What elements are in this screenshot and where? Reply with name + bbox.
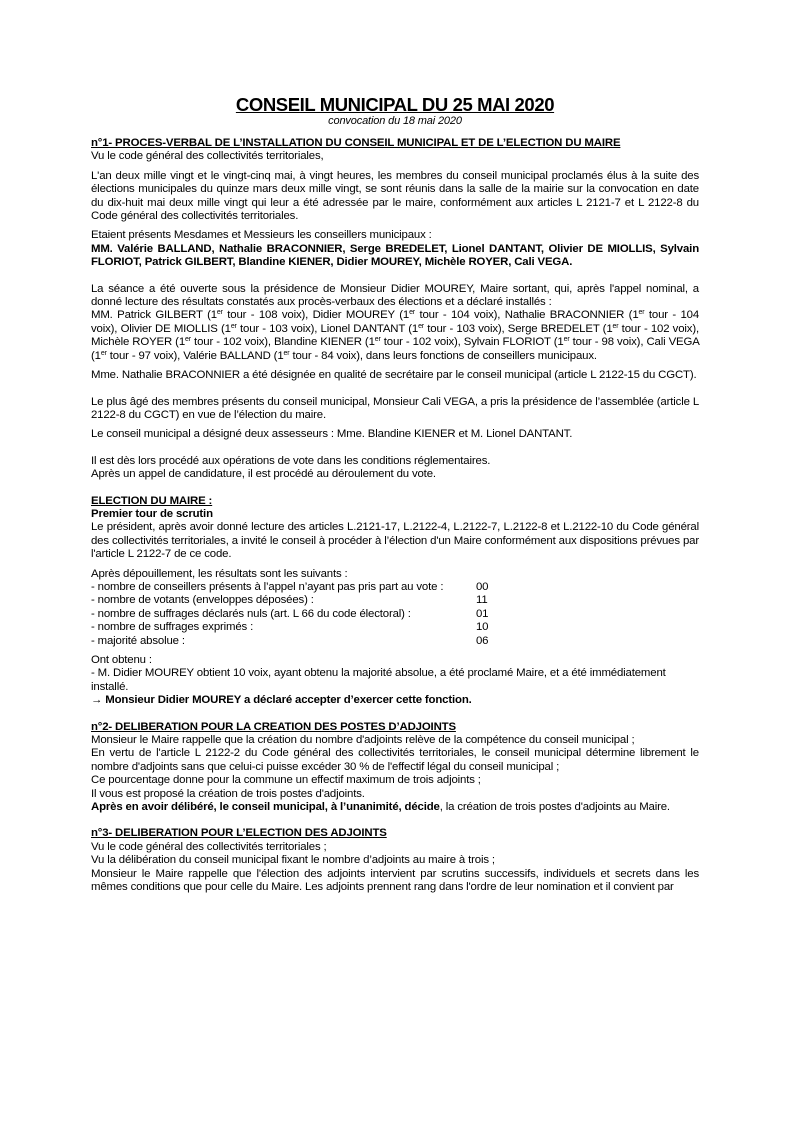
s1-vote-1: Il est dès lors procédé aux opérations de vote dans les conditions réglementaires. [91, 454, 491, 467]
installed-member-votes: tour - 103 voix), [236, 322, 321, 335]
result-value: 01 [476, 607, 489, 620]
s1-installes-list [91, 309, 699, 363]
result-label: - majorité absolue : [91, 634, 185, 647]
page-subtitle: convocation du 18 mai 2020 [328, 115, 462, 127]
page-title: CONSEIL MUNICIPAL DU 25 MAI 2020 [235, 94, 555, 115]
installed-member-votes: tour - 103 voix), [424, 322, 508, 335]
installed-member [274, 336, 464, 348]
installed-member-name: Lionel DANTANT [320, 322, 405, 335]
installed-member-tour-sup: er [185, 336, 191, 344]
installed-member-tour: (1 [270, 349, 284, 362]
installed-member [464, 336, 647, 348]
s1-age: Le plus âgé des membres présents du conseil municipal, Monsieur Cali VEGA, a pris la présidence de l’assemblée (article L 2122-8 du CGCT) en vue de l’élection du maire. [91, 395, 699, 421]
installed-member-name: Olivier DE MIOLLIS [120, 322, 218, 335]
installed-member-name: Sylvain FLORIOT [463, 336, 551, 349]
s3-line-3: Monsieur le Maire rappelle que l'élection des adjoints intervient par scrutins successifs, individuels et secrets dans les mêmes conditions que pour celle du Maire. Les adjoints prennent rang dans l'ordre de leur nomination et il convient par [91, 867, 699, 894]
s2-line-1: Monsieur le Maire rappelle que la création du nombre d'adjoints relève de la compétence du conseil municipal ; [91, 734, 635, 747]
installed-member-tour: (1 [202, 309, 217, 322]
obtenu-label: Ont obtenu : [91, 654, 152, 666]
installed-member-tour: (1 [404, 322, 419, 335]
installed-member [183, 350, 597, 362]
installed-member-name: Valérie BALLAND [183, 349, 271, 362]
s1-presents-label: Etaient présents Mesdames et Messieurs les conseillers municipaux : [91, 229, 432, 242]
s3-line-2: Vu la délibération du conseil municipal fixant le nombre d’adjoints au maire à trois ; [91, 854, 495, 867]
installed-member-tour-sup: er [612, 322, 619, 330]
s2-line-2: En vertu de l'article L 2122-2 du Code général des collectivités territoriales, le conseil municipal détermine librement le nombre d'adjoints sans que celui-ci puisse excéder 30 % de l'effectif légal du conseil municipal ; [91, 747, 699, 773]
s1-intro: L'an deux mille vingt et le vingt-cinq mai, à vingt heures, les membres du conseil municipal proclamés élus à la suite des élections municipales du quinze mars deux mille vingt, se sont réunis dans la salle de la mairie sur la convocation en date du dix-huit mai deux mille vingt qui leur a été adressée par le maire, conformément aux articles L 2121-7 et L 2122-8 du Code général des collectivités territoriales. [91, 169, 699, 223]
installed-member-name: Nathalie BRACONNIER [504, 309, 625, 322]
installed-member-tour: (1 [550, 336, 564, 349]
section-2-heading: n°2- DELIBERATION POUR LA CREATION DES POSTES D’ADJOINTS [91, 720, 456, 733]
s3-line-1: Vu le code général des collectivités territoriales ; [91, 840, 327, 853]
installed-member-tour-sup: er [638, 309, 645, 317]
result-value: 10 [476, 621, 489, 634]
installed-member-tour-sup: er [563, 336, 570, 344]
result-row [91, 594, 699, 607]
installed-member-tour-sup: er [374, 336, 381, 344]
result-value: 00 [476, 580, 489, 593]
installed-member-name: Blandine KIENER [274, 336, 362, 349]
installed-member-tour: (1 [172, 336, 186, 349]
installed-member-votes: tour - 102 voix), [618, 322, 699, 335]
result-value: 06 [476, 634, 489, 647]
installed-member-name: Cali VEGA [646, 336, 700, 349]
installed-member-tour-sup: er [216, 309, 223, 317]
result-row [91, 608, 699, 621]
s2-line-3: Ce pourcentage donne pour la commune un effectif maximum de trois adjoints ; [91, 774, 481, 787]
s1-seance: La séance a été ouverte sous la présidence de Monsieur Didier MOUREY, Maire sortant, qui, après l'appel nominal, a donné lecture des résultats constatés aux procès-verbaux des élections et a déclaré installés : [91, 282, 699, 309]
result-value: 11 [476, 594, 488, 607]
installed-member [91, 336, 274, 348]
document-page [91, 94, 699, 895]
installed-member-tour-sup: er [409, 309, 415, 317]
installed-member-votes: tour - 84 voix), dans leurs fonctions de conseillers municipaux. [289, 349, 597, 362]
installed-member-tour: (1 [394, 309, 410, 322]
s2-line-4: Il vous est proposé la création de trois postes d'adjoints. [91, 787, 365, 800]
election-text: Le président, après avoir donné lecture des articles L.2121-17, L.2122-4, L.2122-7, L.2122-8 et L.2122-10 du Code général des collectivités territoriales, a invité le conseil à procéder à l’élection d'un Maire conformément aux dispositions prévues par l'article L 2122-7 de ce code. [91, 521, 699, 561]
accept-text: → Monsieur Didier MOUREY a déclaré accepter d’exercer cette fonction. [91, 694, 472, 707]
s1-presents-names: MM. Valérie BALLAND, Nathalie BRACONNIER, Serge BREDELET, Lionel DANTANT, Olivier DE MIOLLIS, Sylvain FLORIOT, Patrick GILBERT, Blandine KIENER, Didier MOUREY, Michèle ROYER, Cali VEGA. [91, 242, 699, 269]
s1-vote-2: Après un appel de candidature, il est procédé au déroulement du vote. [91, 468, 436, 481]
installed-member-votes: tour - 104 voix), [415, 309, 505, 322]
installed-member-tour-sup: er [230, 322, 237, 330]
installed-member-votes: tour - 104 voix), [91, 309, 700, 335]
installed-member [91, 309, 313, 321]
obtenu-text: - M. Didier MOUREY obtient 10 voix, ayant obtenu la majorité absolue, a été proclamé Maire, et a été immédiatement installé. [91, 667, 666, 693]
installed-member-tour: (1 [599, 322, 613, 335]
installed-member [313, 309, 505, 321]
installed-member-votes: tour - 98 voix), [569, 336, 647, 349]
s1-assesseurs: Le conseil municipal a désigné deux assesseurs : Mme. Blandine KIENER et M. Lionel DANTANT. [91, 428, 573, 441]
result-row [91, 581, 699, 594]
installed-member-tour: (1 [361, 336, 375, 349]
result-label: - nombre de conseillers présents à l’appel n’ayant pas pris part au vote : [91, 580, 444, 593]
result-label: - nombre de suffrages exprimés : [91, 621, 254, 634]
results-list [91, 581, 699, 648]
result-row [91, 621, 699, 634]
installed-member-tour-sup: er [100, 349, 107, 357]
election-heading: ELECTION DU MAIRE : [91, 494, 213, 507]
section-3-heading: n°3- DELIBERATION POUR L’ELECTION DES ADJOINTS [91, 827, 387, 840]
installed-member-tour-sup: er [283, 349, 290, 357]
installed-member-votes: tour - 102 voix), [380, 336, 464, 349]
result-label: - nombre de votants (enveloppes déposées) : [91, 594, 314, 607]
installed-member-votes: tour - 108 voix), [222, 309, 313, 322]
installed-member-name: MM. Patrick GILBERT [91, 309, 203, 322]
installed-member [121, 323, 321, 335]
installed-member [321, 323, 508, 335]
s1-vu: Vu le code général des collectivités territoriales, [91, 150, 324, 163]
s2-decision [91, 801, 699, 814]
results-label: Après dépouillement, les résultats sont les suivants : [91, 567, 348, 580]
result-label: - nombre de suffrages déclarés nuls (art. L 66 du code électoral) : [91, 607, 411, 620]
s2-decision-bold: Après en avoir délibéré, le conseil municipal, à l’unanimité, décide [91, 801, 440, 814]
installed-member-tour: (1 [217, 322, 231, 335]
installed-member [508, 323, 699, 335]
result-row [91, 635, 699, 648]
installed-member-tour: (1 [624, 309, 639, 322]
s1-secretaire: Mme. Nathalie BRACONNIER a été désignée en qualité de secrétaire par le conseil municipal (article L 2122-15 du CGCT). [91, 369, 697, 382]
installed-member-tour-sup: er [418, 322, 424, 330]
s2-decision-rest: , la création de trois postes d'adjoints au Maire. [439, 801, 670, 814]
installed-member-tour: (1 [91, 349, 101, 362]
installed-member-votes: tour - 97 voix), [106, 349, 184, 362]
installed-member-name: Michèle ROYER [91, 336, 173, 349]
election-tour: Premier tour de scrutin [91, 507, 213, 520]
installed-member-name: Didier MOUREY [312, 309, 395, 322]
section-1-heading: n°1- PROCES-VERBAL DE L’INSTALLATION DU CONSEIL MUNICIPAL ET DE L’ELECTION DU MAIRE [91, 137, 621, 149]
installed-member-name: Serge BREDELET [507, 322, 600, 335]
installed-member-votes: tour - 102 voix), [190, 336, 275, 349]
